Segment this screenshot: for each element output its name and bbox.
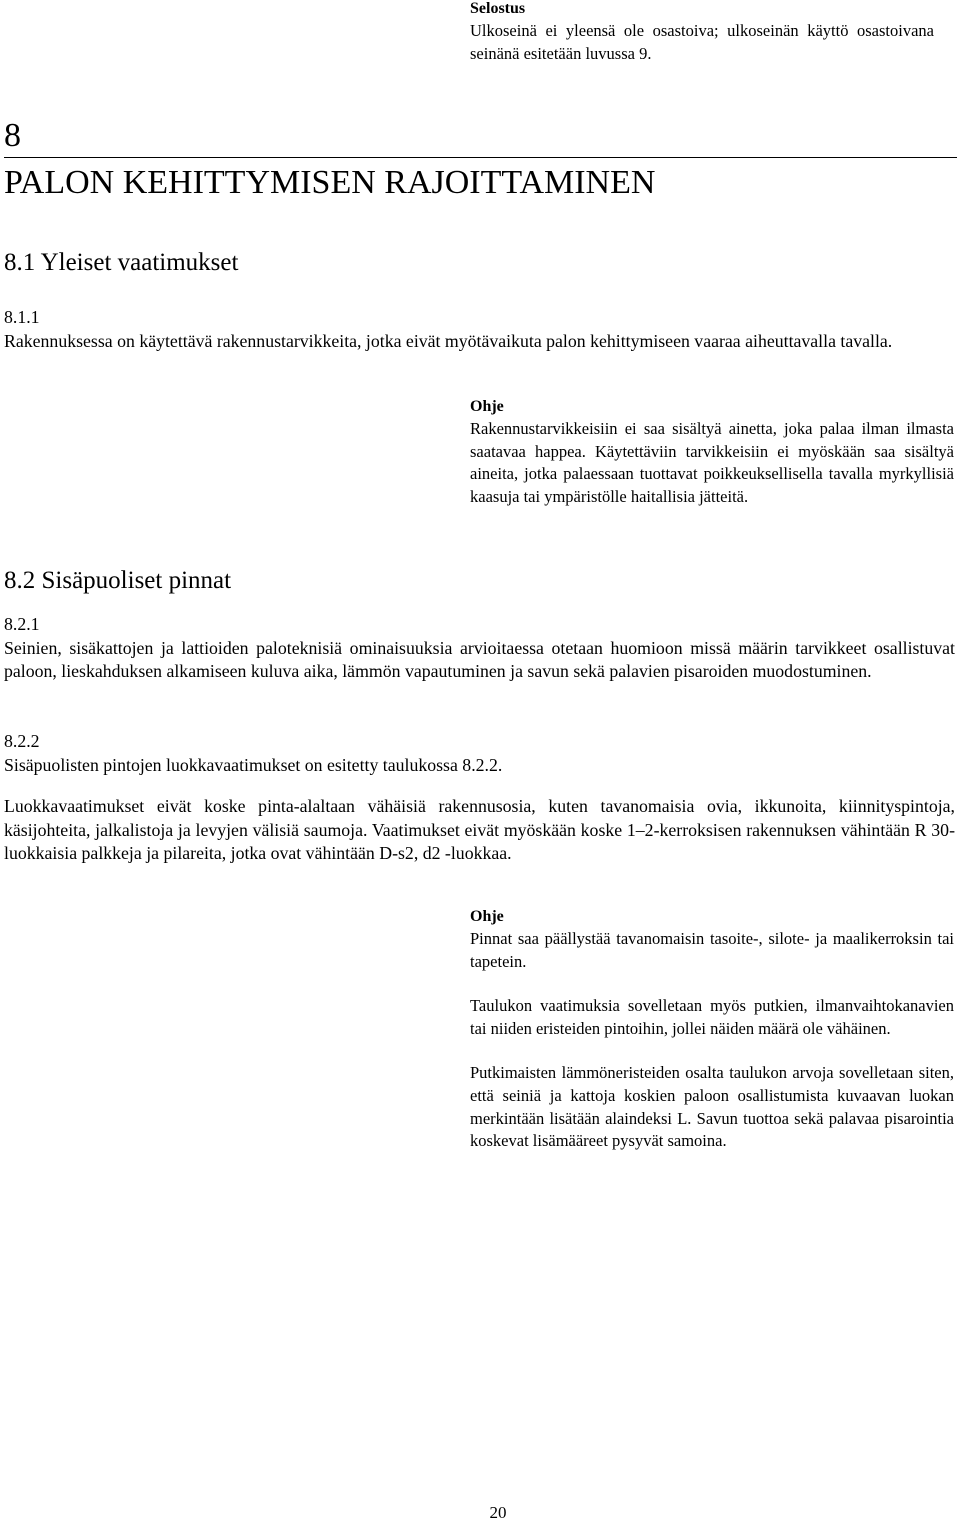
- paragraph-8-2-1: [4, 613, 955, 684]
- ohje-note-8-2: [470, 906, 954, 1153]
- selostus-title: Selostus: [470, 0, 526, 17]
- paragraph-number: 8.2.1: [4, 614, 40, 634]
- ohje-title: Ohje: [470, 398, 504, 415]
- ohje-paragraph-2: Taulukon vaatimuksia sovelletaan myös putkien, ilmanvaihtokanavien tai niiden eristeiden pintoihin, jollei näiden määrä ole vähäinen.: [470, 996, 954, 1038]
- paragraph-number: 8.2.2: [4, 731, 40, 751]
- section-heading-8-2: 8.2 Sisäpuoliset pinnat: [4, 567, 232, 594]
- paragraph-text: Sisäpuolisten pintojen luokkavaatimukset on esitetty taulukossa 8.2.2.: [4, 754, 503, 775]
- selostus-note: [470, 0, 954, 65]
- chapter-divider: [4, 157, 957, 158]
- ohje-note-8-1: [470, 396, 954, 508]
- chapter-title: PALON KEHITTYMISEN RAJOITTAMINEN: [4, 164, 656, 201]
- paragraph-8-1-1: [4, 306, 955, 353]
- paragraph-text: Seinien, sisäkattojen ja lattioiden paloteknisiä ominaisuuksia arvioitaessa otetaan huomioon missä määrin tarvikkeet osallistuvat paloon, lieskahduksen alkamiseen kuluva aika, lämmön vapautuminen ja savun sekä palavien pisaroiden muodostuminen.: [4, 637, 955, 681]
- page-number: 20: [489, 1503, 507, 1522]
- ohje-text: Rakennustarvikkeisiin ei saa sisältyä ainetta, joka palaa ilman ilmasta saatavaa happea. Käytettäviin tarvikkeisiin ei myöskään saa sisältyä aineita, jotka palaessaan tuottavat poikkeuksellisella tavalla myrkyllisiä kaasuja tai ympäristölle haitallisia jätteitä.: [470, 419, 954, 506]
- paragraph-text: Rakennuksessa on käytettävä rakennustarvikkeita, jotka eivät myötävaikuta palon kehittymiseen vaaraa aiheuttavalla tavalla.: [4, 330, 893, 351]
- ohje-paragraph-1: Pinnat saa päällystää tavanomaisin tasoite-, silote- ja maalikerroksin tai tapetein.: [470, 929, 954, 971]
- ohje-paragraph-3: Putkimaisten lämmöneristeiden osalta taulukon arvoja sovelletaan siten, että seiniä ja kattoja koskien paloon osallistumista kuvaavan luokan merkintään lisätään alaindeksi L. Savun tuottoa sekä palavaa pisarointia koskevat lisämääreet pysyvät samoina.: [470, 1063, 954, 1151]
- paragraph-number: 8.1.1: [4, 307, 40, 327]
- paragraph-8-2-2: [4, 730, 955, 777]
- ohje-title: Ohje: [470, 908, 504, 925]
- selostus-text: Ulkoseinä ei yleensä ole osastoiva; ulkoseinän käyttö osastoivana seinänä esitetään luvussa 9.: [470, 21, 934, 63]
- paragraph-luokkavaatimukset: Luokkavaatimukset eivät koske pinta-alaltaan vähäisiä rakennusosia, kuten tavanomaisia ovia, ikkunoita, kiinnityspintoja, käsijohteita, jalkalistoja ja levyjen välisiä saumoja. Vaatimukset eivät myöskään koske 1–2-kerroksisen rakennuksen vähintään R 30-luokkaisia palkkeja ja pilareita, jotka ovat vähintään D-s2, d2 -luokkaa.: [4, 796, 955, 863]
- section-heading-8-1: 8.1 Yleiset vaatimukset: [4, 249, 239, 276]
- chapter-number: 8: [4, 117, 21, 154]
